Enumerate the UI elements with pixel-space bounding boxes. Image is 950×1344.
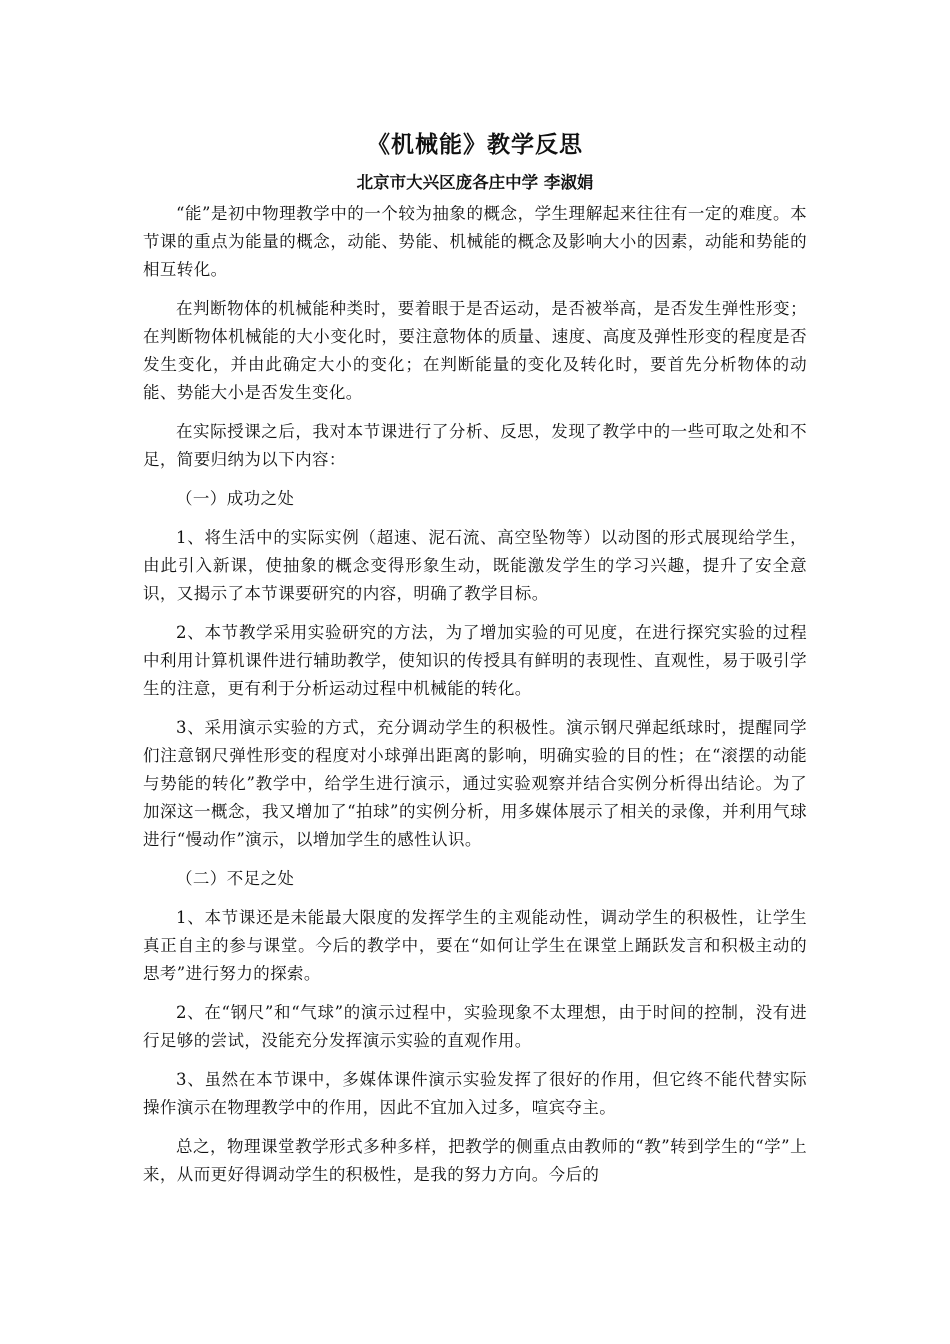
section-heading-strengths: （一）成功之处 [176,489,295,508]
author-line: 北京市大兴区庞各庄中学 李淑娟 [356,173,594,192]
strength-item-2: 2、本节教学采用实验研究的方法，为了增加实验的可见度，在进行探究实验的过程中利用计算机课件进行辅助教学，使知识的传授具有鲜明的表现性、直观性，易于吸引学生的注意，更有利于分析运动过程中机械能的转化。 [143,623,807,698]
page-title: 《机械能》教学反思 [367,132,583,158]
document-body [143,128,807,1200]
weakness-item-1: 1、本节课还是未能最大限度的发挥学生的主观能动性，调动学生的积极性，让学生真正自主的参与课堂。今后的教学中，要在“如何让学生在课堂上踊跃发言和积极主动的思考”进行努力的探索。 [143,908,807,983]
intro-paragraph-3: 在实际授课之后，我对本节课进行了分析、反思，发现了教学中的一些可取之处和不足，简要归纳为以下内容： [143,422,807,469]
intro-paragraph-1: “能”是初中物理教学中的一个较为抽象的概念，学生理解起来往往有一定的难度。本节课的重点为能量的概念，动能、势能、机械能的概念及影响大小的因素，动能和势能的相互转化。 [143,204,807,279]
conclusion-paragraph: 总之，物理课堂教学形式多种多样，把教学的侧重点由教师的“教”转到学生的“学”上来，从而更好得调动学生的积极性，是我的努力方向。今后的 [143,1137,807,1184]
strength-item-3: 3、采用演示实验的方式，充分调动学生的积极性。演示钢尺弹起纸球时，提醒同学们注意钢尺弹性形变的程度对小球弹出距离的影响，明确实验的目的性；在“滚摆的动能与势能的转化”教学中，给学生进行演示，通过实验观察并结合实例分析得出结论。为了加深这一概念，我又增加了“拍球”的实例分析，用多媒体展示了相关的录像，并利用气球进行“慢动作”演示，以增加学生的感性认识。 [143,718,807,849]
strength-item-1: 1、将生活中的实际实例（超速、泥石流、高空坠物等）以动图的形式展现给学生，由此引入新课，使抽象的概念变得形象生动，既能激发学生的学习兴趣，提升了安全意识，又揭示了本节课要研究的内容，明确了教学目标。 [143,528,807,603]
section-heading-weaknesses: （二）不足之处 [176,869,295,888]
weakness-item-3: 3、虽然在本节课中，多媒体课件演示实验发挥了很好的作用，但它终不能代替实际操作演示在物理教学中的作用，因此不宜加入过多，喧宾夺主。 [143,1070,807,1117]
weakness-item-2: 2、在“钢尺”和“气球”的演示过程中，实验现象不太理想，由于时间的控制，没有进行足够的尝试，没能充分发挥演示实验的直观作用。 [143,1003,807,1050]
intro-paragraph-2: 在判断物体的机械能种类时，要着眼于是否运动，是否被举高，是否发生弹性形变；在判断物体机械能的大小变化时，要注意物体的质量、速度、高度及弹性形变的程度是否发生变化，并由此确定大小的变化；在判断能量的变化及转化时，要首先分析物体的动能、势能大小是否发生变化。 [143,299,807,402]
